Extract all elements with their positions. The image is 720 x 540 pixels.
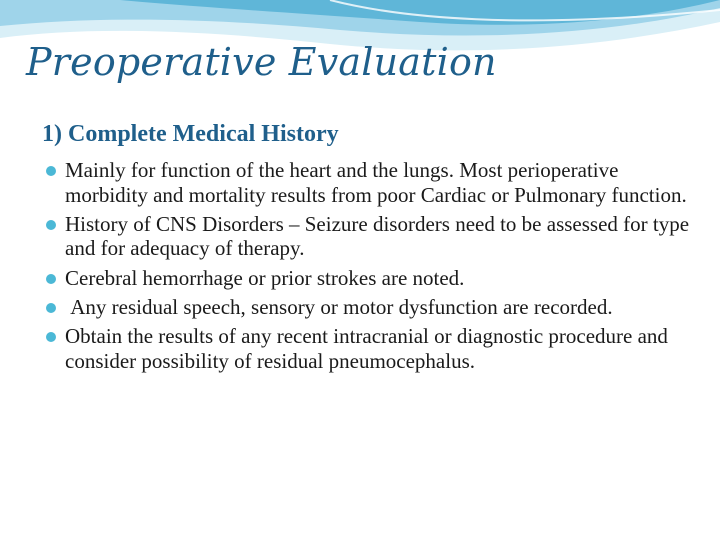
bullet-item	[46, 295, 696, 320]
bullet-text: Mainly for function of the heart and the lungs. Most perioperative morbidity and mortality results from poor Cardiac or Pulmonary function.	[65, 158, 687, 207]
bullet-text: History of CNS Disorders – Seizure disorders need to be assessed for type and for adequacy of therapy.	[65, 211, 690, 261]
bullet-text: Any residual speech, sensory or motor dysfunction are recorded.	[65, 294, 613, 319]
bullet-list	[46, 158, 696, 378]
bullet-text: Cerebral hemorrhage or prior strokes are noted.	[65, 265, 465, 290]
bullet-item	[46, 212, 696, 261]
bullet-item	[46, 324, 696, 373]
bullet-dot-icon	[46, 332, 56, 342]
bullet-dot-icon	[46, 166, 56, 176]
bullet-dot-icon	[46, 220, 56, 230]
bullet-dot-icon	[46, 274, 56, 284]
section-heading: 1) Complete Medical History	[42, 121, 339, 147]
bullet-dot-icon	[46, 303, 56, 313]
bullet-text: Obtain the results of any recent intracranial or diagnostic procedure and consider possibility of residual pneumocephalus.	[65, 323, 668, 373]
bullet-item	[46, 266, 696, 291]
bullet-item	[46, 158, 696, 207]
slide-title: Preoperative Evaluation	[26, 40, 497, 84]
